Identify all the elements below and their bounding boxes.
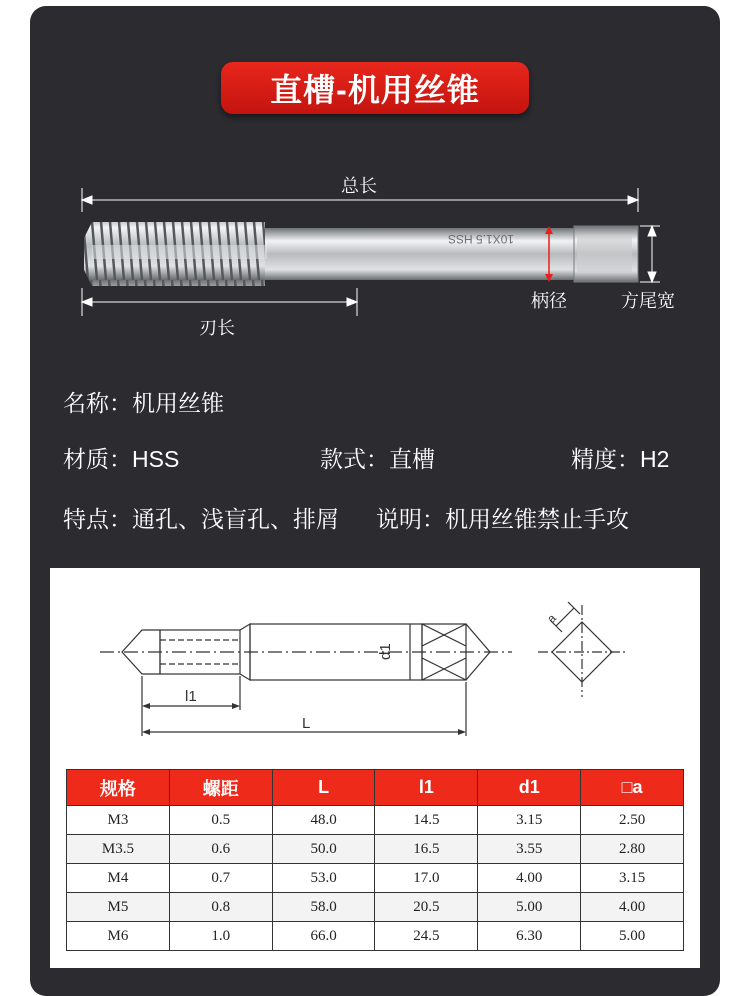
table-cell: 4.00 xyxy=(478,864,581,893)
table-cell: M4 xyxy=(67,864,170,893)
style-value: 直槽 xyxy=(389,446,435,472)
drawing-label-a: a xyxy=(544,611,559,626)
header-pitch: 螺距 xyxy=(169,770,272,806)
table-cell: 5.00 xyxy=(478,893,581,922)
square-width-label: 方尾宽 xyxy=(621,291,675,311)
thread-length-label: 刃长 xyxy=(199,318,235,338)
table-cell: 0.6 xyxy=(169,835,272,864)
drawing-label-d1: d1 xyxy=(377,643,394,660)
table-cell: 6.30 xyxy=(478,922,581,951)
table-cell: 16.5 xyxy=(375,835,478,864)
tool-engraving: 10X1.5 HSS xyxy=(447,232,514,246)
table-header-row xyxy=(67,770,684,806)
table-row xyxy=(67,922,684,951)
note-value: 机用丝锥禁止手攻 xyxy=(445,506,629,532)
table-row xyxy=(67,835,684,864)
page-title: 直槽-机用丝锥 xyxy=(221,62,529,114)
material-label: 材质： xyxy=(63,446,132,472)
style-label: 款式： xyxy=(320,446,389,472)
table-cell: 4.00 xyxy=(581,893,684,922)
header-total-length: L xyxy=(272,770,375,806)
drawing-label-l1: l1 xyxy=(185,688,197,705)
header-thread-length: l1 xyxy=(375,770,478,806)
table-cell: 0.8 xyxy=(169,893,272,922)
precision-label: 精度： xyxy=(571,446,640,472)
table-row xyxy=(67,864,684,893)
table-cell: 58.0 xyxy=(272,893,375,922)
table-cell: 0.7 xyxy=(169,864,272,893)
table-row xyxy=(67,893,684,922)
table-cell: 2.50 xyxy=(581,806,684,835)
precision-value: H2 xyxy=(640,446,670,472)
total-length-label: 总长 xyxy=(341,176,377,196)
table-cell: 5.00 xyxy=(581,922,684,951)
shank-diameter-label: 柄径 xyxy=(531,291,567,311)
table-cell: M3 xyxy=(67,806,170,835)
table-cell: M5 xyxy=(67,893,170,922)
table-cell: 3.55 xyxy=(478,835,581,864)
feature-label: 特点： xyxy=(63,506,132,532)
table-cell: 66.0 xyxy=(272,922,375,951)
table-cell: M6 xyxy=(67,922,170,951)
note-label: 说明： xyxy=(376,506,445,532)
name-value: 机用丝锥 xyxy=(132,390,224,416)
table-cell: 14.5 xyxy=(375,806,478,835)
table-cell: 3.15 xyxy=(478,806,581,835)
material-value: HSS xyxy=(132,446,180,472)
table-cell: 24.5 xyxy=(375,922,478,951)
name-label: 名称： xyxy=(63,390,132,416)
header-shank-diameter: d1 xyxy=(478,770,581,806)
drawing-label-L: L xyxy=(302,715,311,732)
table-cell: M3.5 xyxy=(67,835,170,864)
feature-value: 通孔、浅盲孔、排屑 xyxy=(132,506,339,532)
table-cell: 0.5 xyxy=(169,806,272,835)
table-cell: 53.0 xyxy=(272,864,375,893)
table-cell: 20.5 xyxy=(375,893,478,922)
table-cell: 17.0 xyxy=(375,864,478,893)
table-row xyxy=(67,806,684,835)
table-cell: 2.80 xyxy=(581,835,684,864)
header-square-size: □a xyxy=(581,770,684,806)
table-cell: 50.0 xyxy=(272,835,375,864)
spec-table xyxy=(66,769,684,951)
table-cell: 1.0 xyxy=(169,922,272,951)
table-cell: 48.0 xyxy=(272,806,375,835)
table-cell: 3.15 xyxy=(581,864,684,893)
header-spec: 规格 xyxy=(67,770,170,806)
